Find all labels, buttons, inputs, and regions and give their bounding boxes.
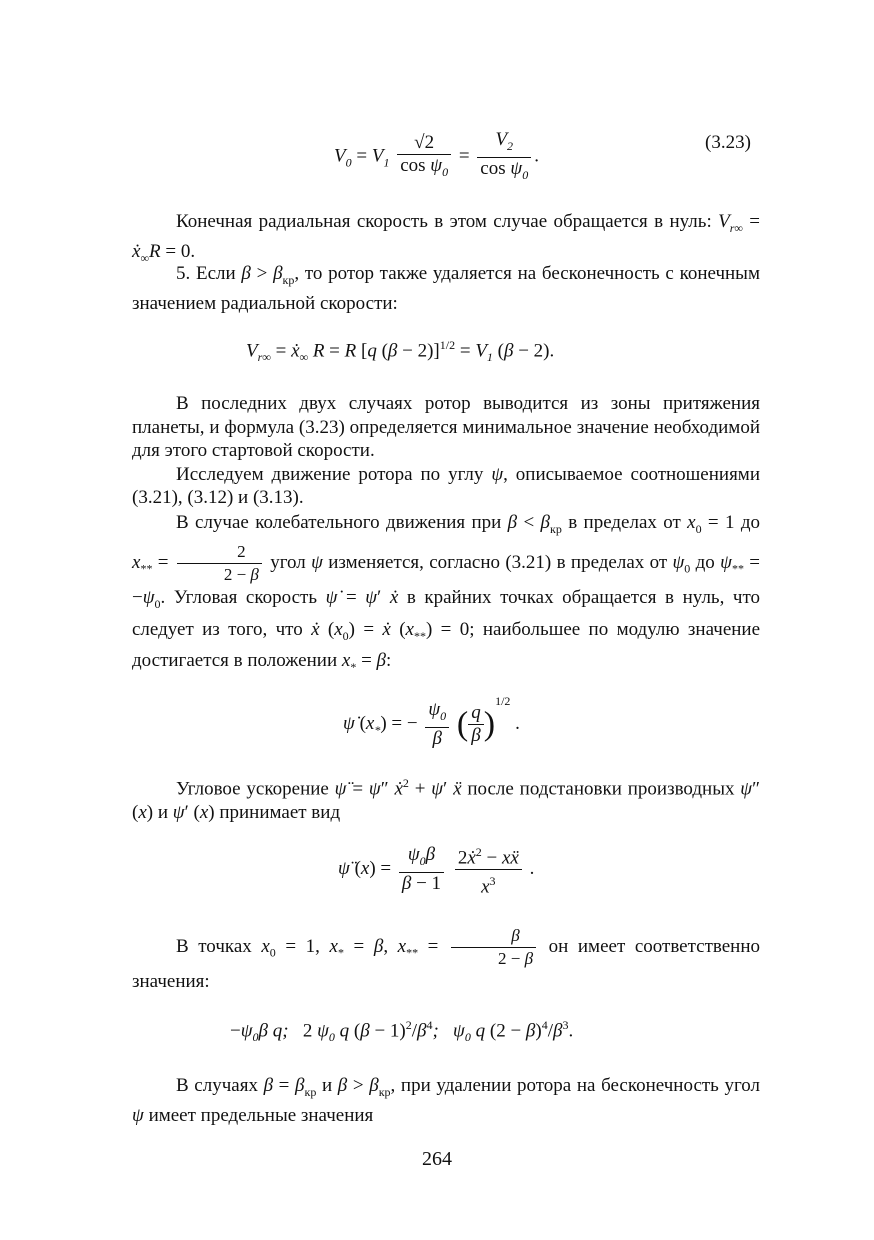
paragraph-escape-cases: В последних двух случаях ротор выводится из зоны притяжения планеты, и формула (3.23) определяется минимальное значение необходимой для этого стартовой скорости. Исследуем движение ротора по углу ψ, описываемое соотношениями (3.21), (3.12) и (3.13). [132, 393, 760, 508]
equation-3-23: $V_0 = V_1$ $\frac{√2}{\cos \psi_0}$ = $\frac{V_2}{\cos \psi_0}$ . [334, 129, 539, 182]
equation-radial-velocity-infinity: $V_{r\infty}$ = ẋ$_\infty$ R = R [q $(\beta - 2)]^{1/2} = V_1$ (β − 2). [246, 338, 555, 365]
paragraph-case-5: 5. Если $\beta > \beta_{кр}$, то ротор также удаляется на бесконечность с конечным значением радиальной скорости: [132, 263, 760, 315]
paragraph-angular-acceleration: Угловое ускорение ψ̈ = ψ″ ẋ$^2$ + ψ′ ẍ после подстановки производных ψ″ (x) и ψ′ (x) принимает вид [132, 776, 761, 823]
paragraph-point-values: В точках $x_0 = 1$, $x_* = \beta$, $x_{**}$ = $\frac{\beta}{2 - \beta}$ он имеет соответственно значения: [132, 926, 761, 992]
equation-number-3-23: (3.23) [705, 132, 751, 153]
equation-angular-velocity-max: ψ̇ $(x_*)$ = − $\frac{\psi_0}{\beta}$ ( $\frac{q}{\beta}$ )$^{1/2}$ . [343, 694, 520, 750]
page-number: 264 [422, 1148, 452, 1170]
paragraph-radial-speed-zero: Конечная радиальная скорость в этом случае обращается в нуль: $V_{r\infty}$ = ẋ$_\infty$R = 0. [132, 211, 761, 266]
equation-angular-acceleration: ψ̈ (x) = $\frac{\psi_0\beta}{\beta - 1}$ $\frac{2ẋ^2 - xẍ}{x^3}$ . [338, 842, 534, 898]
equation-acceleration-values: $-\psi_0\beta$ q; 2 $\psi_0$ q $(\beta - 1)^2/\beta^4$; $\psi_0$ q $(2 - \beta)^4/\beta^3$. [230, 1018, 574, 1045]
text-layer [0, 0, 1, 1]
eq-3-23-text [0, 0, 1, 1]
paragraph-oscillation: В случае колебательного движения при $\beta < \beta_{кр}$ в пределах от $x_0 = 1$ до $x_{**}$ = $\frac{2}{2 - \beta}$ угол ψ изменяется, согласно (3.21) в пределах от $\psi_0$ до $\psi_{**} = -\psi_0$. Угловая скорость ψ̇ = ψ′ ẋ в крайних точках обращается в нуль, что следует из того, что ẋ $(x_0)$ = ẋ $(x_{**}) = 0$; наибольшее по модулю значение достигается в положении $x_* = \beta$: [132, 512, 761, 675]
paragraph-limit-values: В случаях $\beta = \beta_{кр}$ и $\beta > \beta_{кр}$, при удалении ротора на бесконечность угол ψ имеет предельные значения [132, 1075, 761, 1127]
